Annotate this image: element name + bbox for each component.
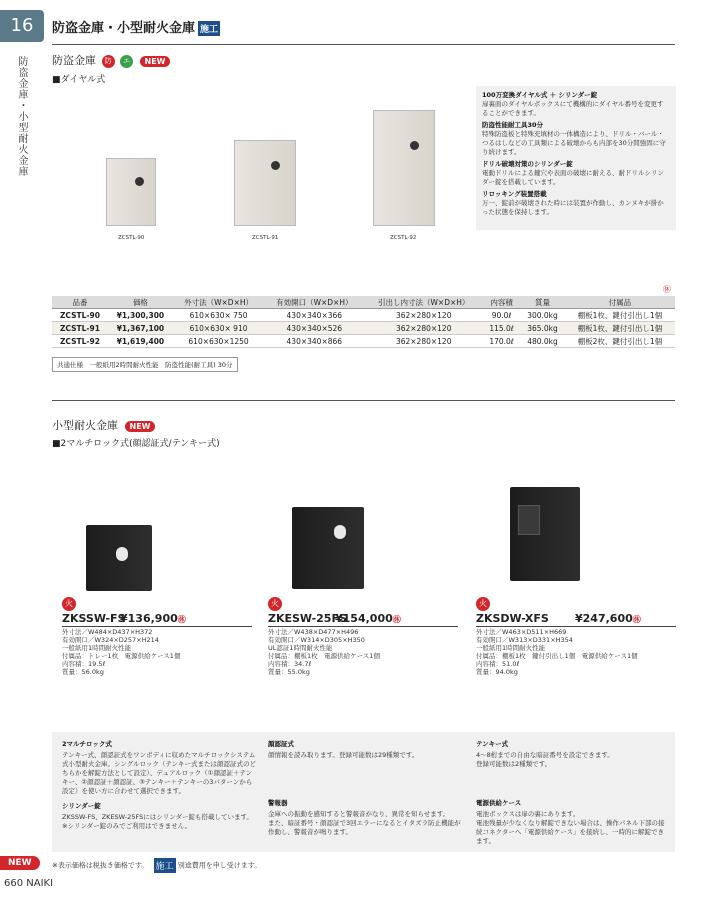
info-column-multilock — [62, 740, 258, 831]
table-cell: 430×340×366 — [264, 309, 364, 322]
column-header: 引出し内寸法（W×D×H） — [364, 296, 483, 309]
table-cell: 90.0ℓ — [483, 309, 520, 322]
info-text: 電池ボックスは扉の裏にあります。 電池残量が少なくなり解錠できない場合は、操作パネル下部の接続コネクターへ「電源供給ケース」を接続し、一時的に解錠できます。 — [476, 810, 665, 845]
header-divider — [52, 44, 675, 45]
page-title — [52, 17, 220, 36]
safe-image-zcstl-91 — [234, 140, 296, 226]
info-heading: テンキー式 — [476, 740, 509, 748]
fireproof-icon: 火 — [62, 597, 76, 611]
table-cell: 棚板1枚、鍵付引出し1個 — [565, 309, 675, 322]
column-header: 付属品 — [565, 296, 675, 309]
eco-icon: エコ — [120, 55, 133, 68]
feature-heading: 100万変換ダイヤル式 ＋ シリンダー錠 — [482, 91, 598, 99]
price-mark: ㊡ — [177, 615, 186, 624]
product-price — [575, 612, 641, 625]
anti-theft-icon: 防犯 — [102, 55, 115, 68]
fireproof-icon: 火 — [476, 597, 490, 611]
table-cell: 610×630×1250 — [173, 335, 264, 348]
face-panel-icon — [518, 505, 540, 535]
feature-text: 万一、錠前が破壊された時には装置が作動し、カンヌキが掛かった状態を保持します。 — [482, 199, 664, 216]
product-divider — [268, 626, 458, 627]
safe-image-zkssw-fs — [86, 525, 152, 591]
model-label: ZCSTL-91 — [252, 235, 279, 241]
info-heading: 電源供給ケース — [476, 799, 522, 807]
table-cell: 365.0kg — [520, 322, 565, 335]
table-cell: 300.0kg — [520, 309, 565, 322]
product-divider — [62, 626, 252, 627]
table-row — [52, 335, 675, 348]
table-cell: ZCSTL-90 — [52, 309, 108, 322]
table-cell: ZCSTL-92 — [52, 335, 108, 348]
table-cell: ZCSTL-91 — [52, 322, 108, 335]
table-row — [52, 309, 675, 322]
table-header-row — [52, 296, 675, 309]
price-mark: ㊡ — [392, 615, 401, 624]
table-cell: 430×340×526 — [264, 322, 364, 335]
table-cell: ¥1,619,400 — [108, 335, 173, 348]
product-price — [335, 612, 401, 625]
feature-text: 電動ドリルによる鍵穴や表面の破壊に耐える、耐ドリルシリンダー錠を搭載しています。 — [482, 169, 664, 186]
brand-name: NAIKI — [26, 878, 54, 889]
section-subtitle-multilock: ■2マルチロック式(顔認証式/テンキー式) — [52, 439, 220, 449]
price-mark: ㊡ — [632, 615, 641, 624]
info-column-tenkey — [476, 740, 670, 846]
footer-new-badge: NEW — [0, 856, 40, 870]
install-badge: 施工 — [154, 858, 176, 873]
info-text: 金庫への振動を感知すると警報音がなり、異常を知らせます。 また、暗証番号・顔認証で3回エラーになるとイタズラ防止機能が作動し、警報音が鳴ります。 — [268, 810, 461, 836]
table-cell: ¥1,300,300 — [108, 309, 173, 322]
safe-image-zcstl-92 — [373, 110, 435, 226]
table-cell: 362×280×120 — [364, 335, 483, 348]
dial-icon — [271, 161, 280, 170]
feature-box — [476, 86, 676, 230]
feature-heading: リロッキング装置搭載 — [482, 190, 547, 198]
model-label: ZCSTL-90 — [118, 235, 145, 241]
section-title-security-safe — [52, 52, 170, 78]
feature-text: 特殊防盗板と特殊充填材の一体構造により、ドリル・バール・つるはしなどの工具類による破壊からも内部を30分間強固に守り続けます。 — [482, 130, 666, 156]
product-divider — [476, 626, 676, 627]
product-spec: 外寸法／W484×D437×H372 有効開口／W324×D257×H214 一般紙用1時間耐火性能 付属品：トレー1枚 電源供給ケース1個 内容積：19.5ℓ 質量：56.0kg — [62, 628, 181, 676]
table-cell: 棚板2枚、鍵付引出し1個 — [565, 335, 675, 348]
info-column-face — [268, 740, 464, 837]
section-divider — [52, 400, 675, 401]
new-badge: NEW — [140, 56, 171, 67]
feature-heading: 防盗性能耐工具30分 — [482, 121, 544, 129]
product-spec: 外寸法／W463×D511×H669 有効開口／W313×D331×H354 一般紙用1時間耐火性能 付属品：棚板1枚 鍵付引出し1個 電源供給ケース1個 内容積：51.0ℓ 質量：94.0kg — [476, 628, 638, 676]
footer-note-prefix: ※表示価格は税抜き価格です。 — [52, 861, 149, 870]
safe-image-zcstl-90 — [106, 158, 156, 226]
info-text: ZKSSW-FS、ZKESW-25FSにはシリンダー錠も搭載しています。 ※シリンダー錠のみでご利用はできません。 — [62, 813, 253, 830]
keypad-icon — [334, 525, 346, 539]
new-badge: NEW — [125, 421, 156, 432]
footer-note-suffix: 別途費用を申し受けます。 — [177, 861, 262, 870]
spec-table — [52, 296, 675, 348]
feature-text: 扉裏面のダイヤルボックスにて機構的にダイヤル番号を変更することができます。 — [482, 100, 664, 117]
safe-image-zksdw-xfs — [510, 487, 580, 581]
page-title-text: 防盗金庫・小型耐火金庫 — [52, 21, 196, 36]
feature-heading: ドリル破壊対策のシリンダー錠 — [482, 160, 573, 168]
price-mark: ㊡ — [663, 285, 671, 294]
column-header: 品番 — [52, 296, 108, 309]
table-cell: 430×340×866 — [264, 335, 364, 348]
table-cell: 棚板1枚、鍵付引出し1個 — [565, 322, 675, 335]
info-heading: 警報器 — [268, 799, 288, 807]
column-header: 有効開口（W×D×H） — [264, 296, 364, 309]
column-header: 内容積 — [483, 296, 520, 309]
dial-icon — [410, 141, 419, 150]
info-heading: 2マルチロック式 — [62, 740, 112, 748]
section-title-text: 小型耐火金庫 — [52, 419, 118, 432]
page-number: 660 — [4, 878, 24, 889]
model-label: ZCSTL-92 — [390, 235, 417, 241]
keypad-icon — [116, 547, 128, 561]
column-header: 質量 — [520, 296, 565, 309]
table-cell: 115.0ℓ — [483, 322, 520, 335]
product-name: ZKESW-25FS — [268, 612, 347, 625]
chapter-tab: 16 — [0, 10, 44, 42]
table-cell: 362×280×120 — [364, 309, 483, 322]
dial-icon — [135, 177, 144, 186]
info-text: 顔情報を読み取ります。登録可能数は29種類です。 — [268, 751, 419, 759]
price-value: ¥154,000 — [335, 612, 393, 625]
table-cell: 170.0ℓ — [483, 335, 520, 348]
info-text: テンキー式、顔認証式をワンボディに収めたマルチロックシステム式小型耐火金庫。シングルロック（テンキー式または顔認証式のどちらかを解錠方法として設定）、デュアルロック（①顔認証＋テンキー、②顔認証＋顔認証、③テンキー＋テンキーの3パターンから設定）を使い方に合わせて選択できます。 — [62, 751, 257, 795]
column-header: 外寸法（W×D×H） — [173, 296, 264, 309]
table-cell: ¥1,367,100 — [108, 322, 173, 335]
product-name: ZKSSW-FS — [62, 612, 126, 625]
column-header: 価格 — [108, 296, 173, 309]
table-row — [52, 322, 675, 335]
price-value: ¥247,600 — [575, 612, 633, 625]
info-heading: 顔認証式 — [268, 740, 294, 748]
footer-note — [52, 858, 261, 873]
page-footer — [4, 878, 53, 889]
section-subtitle-dial: ■ダイヤル式 — [52, 75, 106, 85]
table-cell: 362×280×120 — [364, 322, 483, 335]
table-cell: 480.0kg — [520, 335, 565, 348]
table-cell: 610×630× 750 — [173, 309, 264, 322]
product-spec: 外寸法／W438×D477×H496 有効開口／W314×D305×H350 UL認証1時間耐火性能 付属品：棚板1枚 電源供給ケース1個 内容積：34.7ℓ 質量：55.0kg — [268, 628, 380, 676]
info-heading: シリンダー錠 — [62, 802, 101, 810]
section-title-text: 防盗金庫 — [52, 54, 96, 67]
common-spec-box: 共通仕様 一般紙用2時間耐火性能 防盗性能(耐工具) 30分 — [52, 357, 238, 372]
product-price — [120, 612, 186, 625]
fireproof-icon: 火 — [268, 597, 282, 611]
table-cell: 610×630× 910 — [173, 322, 264, 335]
install-badge: 施工 — [198, 21, 220, 36]
info-text: 4～8桁までの自由な暗証番号を設定できます。 登録可能数は2種類です。 — [476, 751, 614, 768]
safe-image-zkesw-25fs — [292, 507, 364, 589]
product-name: ZKSDW-XFS — [476, 612, 549, 625]
side-category-label: 防盗金庫・小型耐火金庫 — [16, 56, 27, 177]
section-title-fire-safe — [52, 417, 155, 433]
price-value: ¥136,900 — [120, 612, 178, 625]
